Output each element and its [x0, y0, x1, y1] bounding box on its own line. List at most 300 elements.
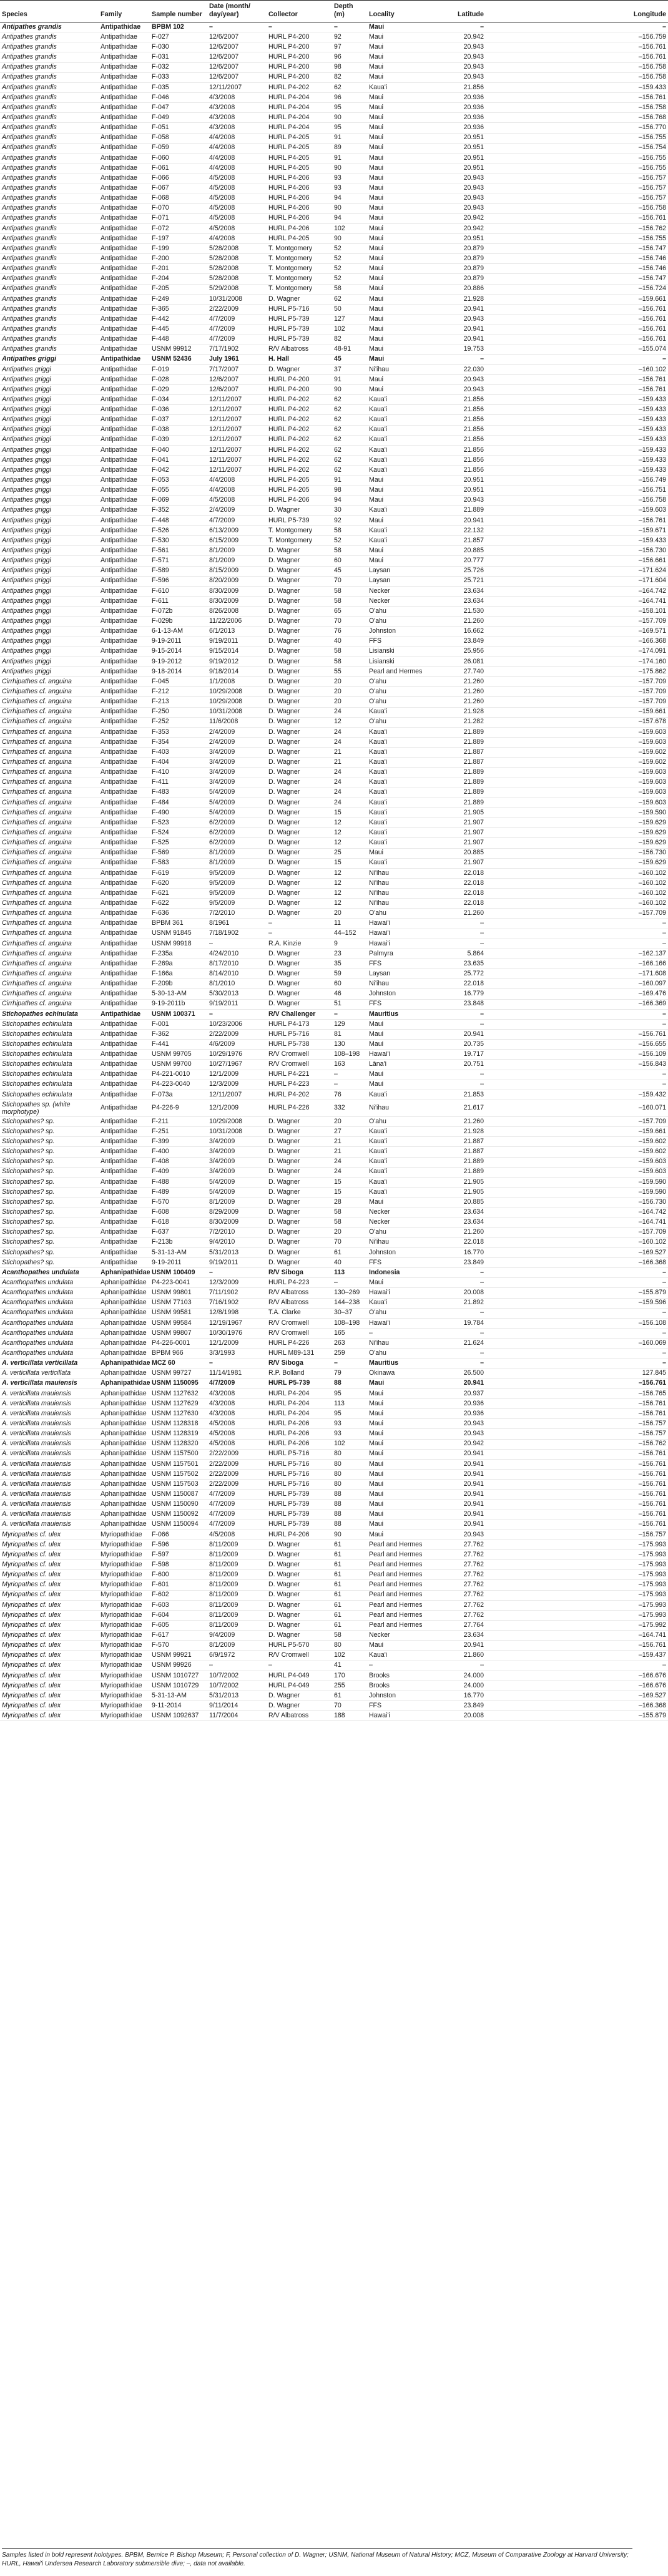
cell-latitude: 20.943	[431, 385, 486, 395]
cell-sample-number: F-604	[150, 1610, 207, 1620]
cell-sample-number: USNM 1150090	[150, 1500, 207, 1510]
cell-date: 8/30/2009	[207, 586, 267, 596]
cell-collector: R/V Albatross	[267, 1298, 332, 1308]
cell-collector: R/V Siboga	[267, 1359, 332, 1368]
table-row	[0, 223, 668, 233]
cell-latitude: 21.617	[431, 1100, 486, 1117]
cell-depth: 188	[332, 1711, 367, 1721]
cell-longitude: –175.993	[486, 1600, 668, 1610]
cell-locality: Kaua'i	[367, 395, 431, 405]
cell-family: Antipathidae	[99, 1177, 150, 1187]
cell-depth: –	[332, 1080, 367, 1090]
cell-species: Antipathes griggi	[0, 556, 99, 566]
cell-depth: 127	[332, 315, 367, 324]
cell-locality: FFS	[367, 1257, 431, 1267]
table-row	[0, 1349, 668, 1359]
table-row	[0, 1009, 668, 1019]
cell-date: 7/17/1902	[207, 344, 267, 354]
cell-species: Cirrhipathes cf. anguina	[0, 807, 99, 817]
cell-species: A. verticillata mauiensis	[0, 1409, 99, 1419]
cell-sample-number: F-199	[150, 244, 207, 254]
table-row	[0, 1580, 668, 1590]
cell-locality: Kaua'i	[367, 536, 431, 546]
cell-depth: 80	[332, 1480, 367, 1490]
table-row	[0, 677, 668, 687]
cell-longitude: –156.761	[486, 213, 668, 223]
cell-family: Myriopathidae	[99, 1610, 150, 1620]
cell-family: Antipathidae	[99, 566, 150, 576]
cell-latitude: 23.849	[431, 637, 486, 646]
cell-locality: Maui	[367, 476, 431, 485]
cell-latitude: –	[431, 1268, 486, 1278]
cell-family: Antipathidae	[99, 1080, 150, 1090]
table-row	[0, 1019, 668, 1029]
cell-sample-number: F-001	[150, 1019, 207, 1029]
cell-latitude: 22.018	[431, 878, 486, 888]
cell-sample-number: USNM 1010729	[150, 1681, 207, 1690]
cell-sample-number: USNM 100409	[150, 1268, 207, 1278]
cell-depth: 12	[332, 818, 367, 828]
cell-date: 10/7/2002	[207, 1671, 267, 1681]
cell-collector: D. Wagner	[267, 364, 332, 374]
cell-depth: 62	[332, 405, 367, 415]
cell-date: 8/1961	[207, 919, 267, 929]
cell-species: Antipathes grandis	[0, 294, 99, 304]
cell-family: Antipathidae	[99, 183, 150, 193]
cell-longitude: –171.624	[486, 566, 668, 576]
cell-species: Myriopathes cf. ulex	[0, 1539, 99, 1549]
cell-sample-number: F-561	[150, 546, 207, 556]
table-row	[0, 1570, 668, 1580]
cell-collector: HURL P4-205	[267, 476, 332, 485]
cell-family: Antipathidae	[99, 1050, 150, 1060]
cell-collector: HURL P4-206	[267, 203, 332, 213]
cell-locality: –	[367, 1328, 431, 1338]
cell-species: Antipathes grandis	[0, 92, 99, 102]
table-row	[0, 1378, 668, 1388]
cell-depth: 37	[332, 364, 367, 374]
cell-collector: D. Wagner	[267, 807, 332, 817]
cell-date: 7/2/2010	[207, 909, 267, 919]
cell-sample-number: USNM 99584	[150, 1318, 207, 1328]
cell-sample-number: USNM 1150087	[150, 1490, 207, 1500]
cell-species: Cirrhipathes cf. anguina	[0, 979, 99, 989]
cell-collector: D. Wagner	[267, 1217, 332, 1227]
cell-family: Antipathidae	[99, 727, 150, 737]
cell-longitude: –156.759	[486, 32, 668, 42]
cell-latitude: –	[431, 1661, 486, 1671]
cell-depth: 24	[332, 788, 367, 798]
cell-date: 2/4/2009	[207, 737, 267, 747]
cell-date: 8/14/2010	[207, 969, 267, 979]
cell-family: Antipathidae	[99, 1188, 150, 1198]
cell-depth: 98	[332, 485, 367, 495]
cell-longitude: –156.755	[486, 163, 668, 173]
cell-species: Antipathes griggi	[0, 425, 99, 435]
cell-sample-number: F-530	[150, 536, 207, 546]
cell-longitude: –156.730	[486, 546, 668, 556]
cell-depth: 80	[332, 1449, 367, 1459]
cell-locality: Pearl and Hermes	[367, 1590, 431, 1600]
cell-sample-number: 6-1-13-AM	[150, 627, 207, 637]
cell-depth: 52	[332, 536, 367, 546]
cell-latitude: 19.753	[431, 344, 486, 354]
cell-sample-number: F-036	[150, 405, 207, 415]
cell-date: 5/4/2009	[207, 798, 267, 807]
cell-locality: Maui	[367, 546, 431, 556]
cell-depth: 70	[332, 1237, 367, 1247]
cell-date: 6/2/2009	[207, 828, 267, 838]
cell-species: Stichopathes echinulata	[0, 1019, 99, 1029]
cell-date: 5/31/2013	[207, 1691, 267, 1701]
cell-sample-number: USNM 77103	[150, 1298, 207, 1308]
cell-latitude: 20.943	[431, 374, 486, 384]
cell-collector: D. Wagner	[267, 848, 332, 858]
cell-collector: HURL P4-200	[267, 32, 332, 42]
cell-collector: D. Wagner	[267, 788, 332, 798]
cell-latitude: –	[431, 939, 486, 949]
cell-sample-number: F-601	[150, 1580, 207, 1590]
cell-locality: Maui	[367, 62, 431, 72]
cell-depth: 95	[332, 1409, 367, 1419]
cell-species: Stichopathes? sp.	[0, 1117, 99, 1127]
cell-longitude: –156.761	[486, 515, 668, 525]
cell-locality: Maui	[367, 173, 431, 183]
cell-species: Stichopathes echinulata	[0, 1040, 99, 1050]
cell-species: A. verticillata mauiensis	[0, 1459, 99, 1469]
table-row	[0, 294, 668, 304]
cell-sample-number: USNM 99581	[150, 1308, 207, 1318]
cell-sample-number: F-067	[150, 183, 207, 193]
cell-family: Aphanipathidae	[99, 1459, 150, 1469]
table-row	[0, 415, 668, 425]
cell-collector: HURL P4-206	[267, 1429, 332, 1439]
table-header	[0, 1, 668, 22]
cell-collector: HURL P5-716	[267, 1449, 332, 1459]
cell-latitude: 20.941	[431, 1459, 486, 1469]
cell-date: 5/28/2008	[207, 274, 267, 284]
cell-date: 8/1/2009	[207, 848, 267, 858]
cell-collector: D. Wagner	[267, 758, 332, 768]
cell-collector: T. Montgomery	[267, 536, 332, 546]
cell-locality: Maui	[367, 103, 431, 113]
table-row	[0, 546, 668, 556]
cell-species: Myriopathes cf. ulex	[0, 1550, 99, 1560]
cell-sample-number: F-617	[150, 1631, 207, 1641]
cell-date: 5/28/2008	[207, 254, 267, 264]
cell-locality: Kaua'i	[367, 456, 431, 466]
cell-longitude: –156.747	[486, 244, 668, 254]
cell-species: Stichopathes? sp.	[0, 1208, 99, 1217]
cell-latitude: 20.941	[431, 515, 486, 525]
cell-depth: 76	[332, 627, 367, 637]
cell-date: 5/4/2009	[207, 807, 267, 817]
cell-species: Myriopathes cf. ulex	[0, 1610, 99, 1620]
cell-depth: 76	[332, 1090, 367, 1100]
cell-locality: Maui	[367, 1378, 431, 1388]
cell-latitude: 21.889	[431, 768, 486, 778]
cell-collector: D. Wagner	[267, 1610, 332, 1620]
cell-species: Antipathes griggi	[0, 646, 99, 656]
cell-depth: 24	[332, 1157, 367, 1167]
cell-longitude: –159.661	[486, 707, 668, 717]
cell-sample-number: F-028	[150, 374, 207, 384]
cell-locality: –	[367, 1661, 431, 1671]
table-row	[0, 627, 668, 637]
cell-sample-number: F-448	[150, 515, 207, 525]
cell-collector: D. Wagner	[267, 828, 332, 838]
cell-date: 8/1/2009	[207, 1198, 267, 1208]
cell-sample-number: F-200	[150, 254, 207, 264]
cell-date: 12/19/1967	[207, 1318, 267, 1328]
table-row	[0, 818, 668, 828]
cell-locality: Maui	[367, 1510, 431, 1520]
cell-locality: Laysan	[367, 566, 431, 576]
cell-latitude: 20.941	[431, 1030, 486, 1040]
cell-family: Antipathidae	[99, 344, 150, 354]
cell-sample-number: 9-19-2011b	[150, 999, 207, 1009]
cell-locality: Maui	[367, 1459, 431, 1469]
cell-latitude: 20.936	[431, 123, 486, 133]
cell-latitude: 27.762	[431, 1539, 486, 1549]
cell-species: Acanthopathes undulata	[0, 1288, 99, 1298]
cell-sample-number: 5-31-13-AM	[150, 1247, 207, 1257]
cell-latitude: 27.762	[431, 1600, 486, 1610]
cell-date: 6/1/2013	[207, 627, 267, 637]
cell-latitude: 21.853	[431, 1090, 486, 1100]
cell-latitude: 21.907	[431, 818, 486, 828]
cell-sample-number: F-525	[150, 838, 207, 848]
cell-family: Antipathidae	[99, 173, 150, 183]
cell-depth: 170	[332, 1671, 367, 1681]
cell-sample-number: USNM 1157502	[150, 1469, 207, 1479]
cell-species: Cirrhipathes cf. anguina	[0, 828, 99, 838]
cell-locality: Maui	[367, 1429, 431, 1439]
cell-date: 4/3/2008	[207, 113, 267, 123]
cell-collector: HURL P4-200	[267, 72, 332, 82]
cell-date: 7/17/2007	[207, 364, 267, 374]
table-row	[0, 1268, 668, 1278]
cell-longitude: –156.757	[486, 193, 668, 203]
cell-depth: 62	[332, 415, 367, 425]
cell-date: 3/4/2009	[207, 768, 267, 778]
cell-family: Aphanipathidae	[99, 1359, 150, 1368]
cell-depth: 90	[332, 113, 367, 123]
cell-date: 4/6/2009	[207, 1040, 267, 1050]
cell-date: 12/3/2009	[207, 1278, 267, 1288]
cell-family: Aphanipathidae	[99, 1449, 150, 1459]
cell-latitude: 25.726	[431, 566, 486, 576]
cell-family: Antipathidae	[99, 939, 150, 949]
cell-species: Antipathes griggi	[0, 536, 99, 546]
cell-longitude: –164.741	[486, 1631, 668, 1641]
cell-longitude: –156.730	[486, 1198, 668, 1208]
table-row	[0, 737, 668, 747]
cell-locality: Hawai'i	[367, 939, 431, 949]
table-row	[0, 1641, 668, 1651]
cell-depth: 21	[332, 758, 367, 768]
cell-longitude: –159.433	[486, 415, 668, 425]
cell-sample-number: 5-30-13-AM	[150, 989, 207, 999]
cell-family: Antipathidae	[99, 62, 150, 72]
cell-species: A. verticillata mauiensis	[0, 1520, 99, 1530]
cell-depth: 82	[332, 72, 367, 82]
cell-species: Cirrhipathes cf. anguina	[0, 717, 99, 727]
cell-family: Antipathidae	[99, 959, 150, 969]
cell-family: Antipathidae	[99, 1237, 150, 1247]
cell-longitude: –156.843	[486, 1060, 668, 1070]
table-row	[0, 1449, 668, 1459]
cell-depth: 40	[332, 1257, 367, 1267]
cell-species: Stichopathes? sp.	[0, 1247, 99, 1257]
cell-latitude: 21.905	[431, 1188, 486, 1198]
table-row	[0, 536, 668, 546]
cell-date: 12/6/2007	[207, 42, 267, 52]
cell-collector: D. Wagner	[267, 586, 332, 596]
cell-collector: HURL P4-206	[267, 223, 332, 233]
cell-locality: Pearl and Hermes	[367, 1560, 431, 1570]
table-row	[0, 1459, 668, 1469]
cell-sample-number: F-353	[150, 727, 207, 737]
cell-sample-number: P4-223-0041	[150, 1278, 207, 1288]
cell-species: Antipathes grandis	[0, 173, 99, 183]
cell-date: 1/1/2008	[207, 677, 267, 687]
cell-species: A. verticillata mauiensis	[0, 1429, 99, 1439]
cell-latitude: 21.887	[431, 758, 486, 768]
cell-collector: HURL P4-202	[267, 456, 332, 466]
cell-latitude: 21.928	[431, 294, 486, 304]
cell-date: 12/6/2007	[207, 52, 267, 62]
cell-longitude: –156.755	[486, 133, 668, 143]
cell-latitude: 27.762	[431, 1570, 486, 1580]
cell-sample-number: F-051	[150, 123, 207, 133]
cell-longitude: –156.761	[486, 1449, 668, 1459]
cell-family: Aphanipathidae	[99, 1419, 150, 1429]
cell-date: 8/1/2009	[207, 1641, 267, 1651]
cell-family: Antipathidae	[99, 304, 150, 314]
cell-locality: Maui	[367, 133, 431, 143]
cell-locality: Necker	[367, 1631, 431, 1641]
cell-locality: Kaua'i	[367, 1651, 431, 1661]
cell-date: 9/5/2009	[207, 878, 267, 888]
cell-family: Antipathidae	[99, 466, 150, 476]
cell-collector: D. Wagner	[267, 868, 332, 878]
cell-date: 4/7/2009	[207, 324, 267, 334]
table-row	[0, 1480, 668, 1490]
cell-longitude: –156.761	[486, 1469, 668, 1479]
cell-depth: 28	[332, 1198, 367, 1208]
cell-sample-number: F-037	[150, 415, 207, 425]
table-row	[0, 1060, 668, 1070]
cell-longitude: –157.709	[486, 909, 668, 919]
cell-date: 4/3/2008	[207, 103, 267, 113]
cell-date: 11/7/2004	[207, 1711, 267, 1721]
cell-longitude: –175.993	[486, 1560, 668, 1570]
cell-depth: 55	[332, 666, 367, 676]
cell-locality: Kaua'i	[367, 1167, 431, 1177]
cell-locality: Maui	[367, 153, 431, 163]
cell-date: 9/11/2014	[207, 1701, 267, 1711]
cell-date: 4/7/2009	[207, 315, 267, 324]
cell-species: Myriopathes cf. ulex	[0, 1600, 99, 1610]
cell-collector: D. Wagner	[267, 727, 332, 737]
cell-species: Acanthopathes undulata	[0, 1318, 99, 1328]
cell-date: 12/11/2007	[207, 456, 267, 466]
table-row	[0, 878, 668, 888]
cell-locality: O'ahu	[367, 687, 431, 697]
cell-latitude: 24.000	[431, 1671, 486, 1681]
cell-collector: D. Wagner	[267, 1157, 332, 1167]
cell-locality: Maui	[367, 315, 431, 324]
cell-family: Antipathidae	[99, 244, 150, 254]
table-row	[0, 476, 668, 485]
cell-species: Cirrhipathes cf. anguina	[0, 949, 99, 959]
cell-longitude: –	[486, 22, 668, 32]
cell-longitude: –156.761	[486, 1409, 668, 1419]
cell-collector: D. Wagner	[267, 949, 332, 959]
cell-longitude: –	[486, 1080, 668, 1090]
cell-sample-number: F-212	[150, 687, 207, 697]
table-row	[0, 264, 668, 274]
cell-depth: 52	[332, 254, 367, 264]
cell-family: Antipathidae	[99, 818, 150, 828]
table-row	[0, 1198, 668, 1208]
cell-sample-number: F-166a	[150, 969, 207, 979]
cell-sample-number: F-071	[150, 213, 207, 223]
cell-latitude: 20.879	[431, 274, 486, 284]
cell-collector: D. Wagner	[267, 637, 332, 646]
table-row	[0, 1257, 668, 1267]
cell-species: Antipathes grandis	[0, 193, 99, 203]
cell-latitude: 21.624	[431, 1339, 486, 1349]
cell-date: 12/3/2009	[207, 1080, 267, 1090]
cell-latitude: 20.751	[431, 1060, 486, 1070]
cell-collector: HURL P4-205	[267, 163, 332, 173]
cell-collector: HURL P4-202	[267, 435, 332, 445]
cell-latitude: 21.928	[431, 1127, 486, 1137]
cell-collector: D. Wagner	[267, 1701, 332, 1711]
cell-locality: Kaua'i	[367, 838, 431, 848]
cell-latitude: –	[431, 1349, 486, 1359]
cell-depth: 129	[332, 1019, 367, 1029]
cell-longitude: –169.571	[486, 627, 668, 637]
cell-longitude: –159.603	[486, 1157, 668, 1167]
table-row	[0, 405, 668, 415]
cell-locality: Maui	[367, 385, 431, 395]
cell-latitude: 23.634	[431, 1631, 486, 1641]
cell-date: 8/11/2009	[207, 1621, 267, 1631]
cell-locality: Brooks	[367, 1681, 431, 1690]
cell-depth: 12	[332, 899, 367, 909]
cell-locality: Maui	[367, 274, 431, 284]
cell-collector: HURL P4-205	[267, 233, 332, 243]
cell-collector: D. Wagner	[267, 1127, 332, 1137]
cell-date: –	[207, 22, 267, 32]
cell-sample-number: F-583	[150, 858, 207, 868]
cell-family: Antipathidae	[99, 52, 150, 62]
cell-collector: –	[267, 929, 332, 939]
cell-species: Acanthopathes undulata	[0, 1349, 99, 1359]
cell-depth: 90	[332, 163, 367, 173]
cell-depth: 58	[332, 526, 367, 536]
table-row	[0, 959, 668, 969]
cell-longitude: –169.527	[486, 1247, 668, 1257]
cell-date: 8/20/2009	[207, 576, 267, 586]
cell-locality: Maui	[367, 1198, 431, 1208]
cell-depth: 92	[332, 515, 367, 525]
cell-latitude: 20.885	[431, 1198, 486, 1208]
cell-longitude: –159.629	[486, 838, 668, 848]
